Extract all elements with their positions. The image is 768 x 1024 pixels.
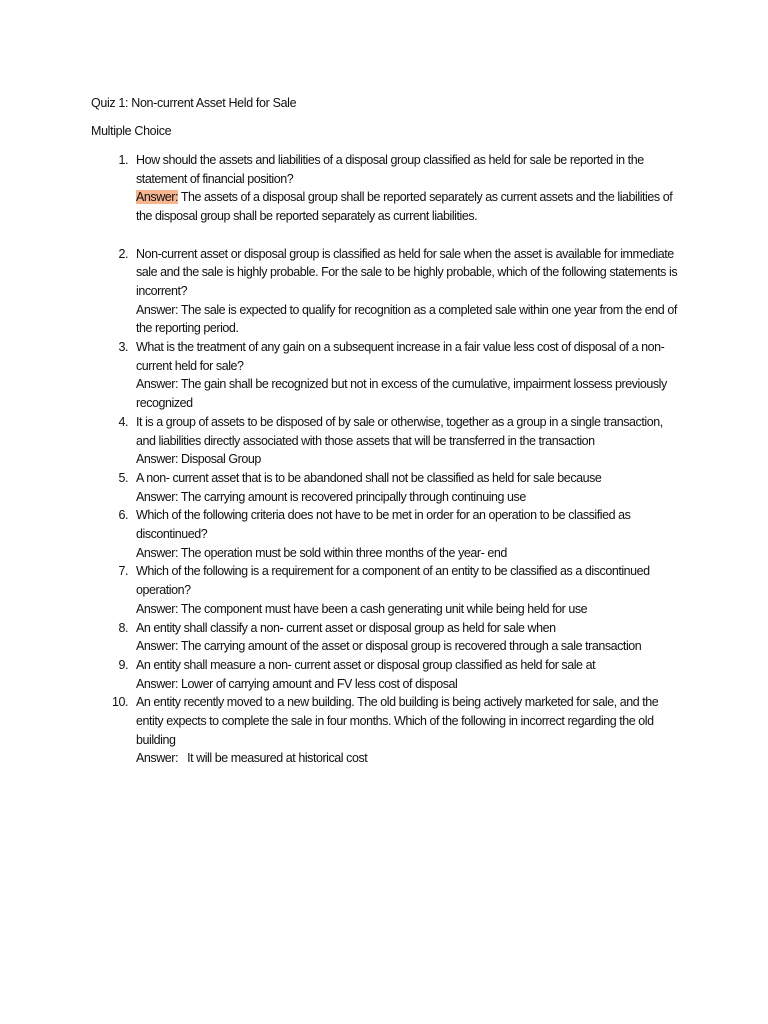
answer-text: The assets of a disposal group shall be reported separately as current assets and the liabilities of the disposal group shall be reported separately as current liabilities. <box>136 190 673 224</box>
question-number: 9. <box>118 657 128 672</box>
question-text: A non- current asset that is to be abandoned shall not be classified as held for sale because <box>136 470 602 485</box>
answer-line <box>136 375 684 412</box>
answer-text: The carrying amount of the asset or disposal group is recovered through a sale transaction <box>178 639 642 654</box>
answer-label: Answer: <box>136 377 179 392</box>
question-item-4 <box>104 413 684 469</box>
answer-label: Answer: <box>136 302 179 317</box>
question-item-3 <box>104 338 684 413</box>
answer-line <box>136 675 684 694</box>
answer-line <box>136 544 684 563</box>
question-item-5 <box>104 469 684 506</box>
answer-label-highlighted: Answer: <box>136 190 179 205</box>
answer-label: Answer: <box>136 452 179 467</box>
question-text: Non-current asset or disposal group is classified as held for sale when the asset is available for immediate sale and the sale is highly probable. For the sale to be highly probable, which of the following statements is incorrent? <box>136 246 678 298</box>
question-number: 10. <box>111 695 128 710</box>
question-number: 7. <box>118 564 128 579</box>
question-item-8 <box>104 619 684 656</box>
answer-text: The component must have been a cash generating unit while being held for use <box>178 601 588 616</box>
question-text: It is a group of assets to be disposed of by sale or otherwise, together as a group in a single transaction, and liabilities directly associated with those assets that will be transferred in the transaction <box>136 414 663 448</box>
answer-text: It will be measured at historical cost <box>178 751 368 766</box>
question-list <box>104 151 684 768</box>
answer-line <box>136 450 684 469</box>
question-number: 2. <box>118 246 128 261</box>
question-text: An entity shall measure a non- current asset or disposal group classified as held for sale at <box>136 657 596 672</box>
question-item-1 <box>104 151 684 226</box>
answer-text: The carrying amount is recovered principally through continuing use <box>178 489 526 504</box>
answer-line <box>136 301 684 338</box>
question-item-6 <box>104 506 684 562</box>
question-number: 4. <box>118 414 128 429</box>
section-heading: Multiple Choice <box>91 124 172 138</box>
question-number: 8. <box>118 620 128 635</box>
question-text: Which of the following is a requirement for a component of an entity to be classified as a discontinued operation? <box>136 564 650 598</box>
document-title: Quiz 1: Non-current Asset Held for Sale <box>91 96 297 110</box>
answer-line <box>136 188 684 225</box>
question-item-7 <box>104 562 684 618</box>
answer-text: The sale is expected to qualify for recognition as a completed sale within one year from the end of the reporting period. <box>136 302 677 336</box>
answer-label: Answer: <box>136 545 179 560</box>
answer-line <box>136 749 684 768</box>
question-text: What is the treatment of any gain on a subsequent increase in a fair value less cost of disposal of a non- current held for sale? <box>136 340 665 373</box>
answer-text: The operation must be sold within three months of the year- end <box>178 545 507 560</box>
question-item-2 <box>104 245 684 339</box>
answer-line <box>136 637 684 656</box>
answer-line <box>136 488 684 507</box>
answer-label: Answer: <box>136 489 179 504</box>
answer-text: The gain shall be recognized but not in excess of the cumulative, impairment lossess previously recognized <box>136 377 667 411</box>
question-text: An entity shall classify a non- current asset or disposal group as held for sale when <box>136 620 556 635</box>
answer-label: Answer: <box>136 751 179 766</box>
question-item-9 <box>104 656 684 693</box>
question-text: An entity recently moved to a new building. The old building is being actively marketed for sale, and the entity expects to complete the sale in four months. Which of the following in incorrect regarding the old building <box>136 695 659 747</box>
answer-label: Answer: <box>136 676 179 691</box>
answer-label: Answer: <box>136 639 179 654</box>
answer-label: Answer: <box>136 601 179 616</box>
question-number: 1. <box>118 153 128 167</box>
question-number: 3. <box>118 340 128 355</box>
answer-line <box>136 600 684 619</box>
question-number: 6. <box>118 508 128 523</box>
answer-text: Lower of carrying amount and FV less cost of disposal <box>178 676 458 691</box>
question-text: Which of the following criteria does not have to be met in order for an operation to be classified as discontinued? <box>136 508 631 542</box>
answer-text: Disposal Group <box>178 452 261 467</box>
question-text: How should the assets and liabilities of a disposal group classified as held for sale be reported in the statement of financial position? <box>136 153 644 186</box>
question-item-10 <box>104 693 684 768</box>
question-number: 5. <box>118 470 128 485</box>
